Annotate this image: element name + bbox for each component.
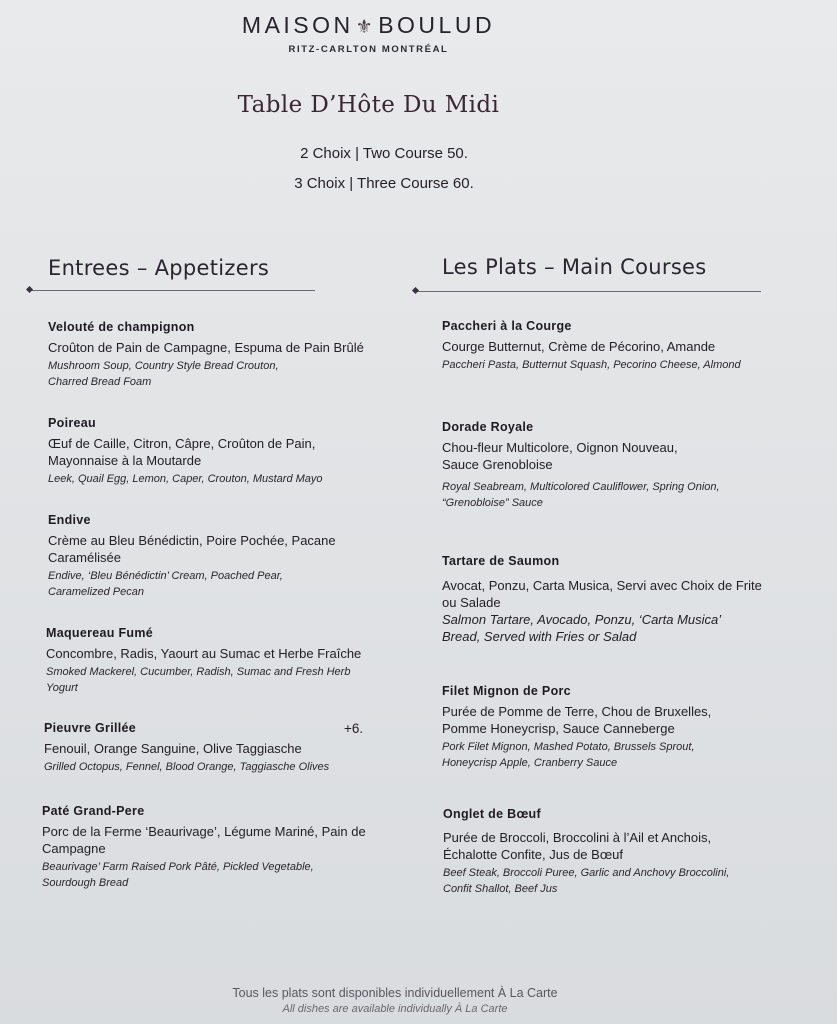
item-name: Poireau [48,416,96,430]
menu-item [48,416,388,487]
menu-item [442,684,782,771]
item-description-fr: Avocat, Ponzu, Carta Musica, Servi avec Choix de Frite ou Salade [442,578,762,610]
supplement-price: +6. [344,721,364,736]
item-description-fr: Chou-fleur Multicolore, Oignon Nouveau, Sauce Grenobloise [442,440,678,472]
menu-item [442,420,782,511]
item-description-en: Beef Steak, Broccoli Puree, Garlic and Anchovy Broccolini, Confit Shallot, Beef Jus [443,867,730,895]
brand-right: BOULUD [378,12,496,38]
item-description-fr: Courge Butternut, Crème de Pécorino, Amande [442,339,716,354]
brand-logo [0,12,737,39]
item-name: Filet Mignon de Porc [442,684,571,698]
item-description-fr: Crème au Bleu Bénédictin, Poire Pochée, Pacane Caramélisée [48,533,336,565]
menu-item [42,804,382,891]
menu-item [442,319,782,373]
page-title: Table D’Hôte Du Midi [237,92,500,118]
price-three-course: 3 Choix | Three Course 60. [294,175,474,192]
item-description-en: Beaurivage’ Farm Raised Pork Pâté, Pickled Vegetable, Sourdough Bread [42,861,314,889]
item-name: Pieuvre Grillée [44,721,137,735]
menu-item [44,721,384,775]
item-description-fr: Concombre, Radis, Yaourt au Sumac et Herbe Fraîche [46,646,362,661]
item-description-en: Endive, ‘Bleu Bénédictin’ Cream, Poached Pear, Caramelized Pecan [48,570,283,598]
item-description-fr: Purée de Broccoli, Broccolini à l’Ail et Anchois, Échalotte Confite, Jus de Bœuf [443,830,712,862]
item-name: Onglet de Bœuf [443,807,541,821]
footer-note-en: All dishes are available individually À La Carte [282,1003,508,1015]
menu-item [442,554,782,645]
menu-item [443,807,783,897]
price-two-course: 2 Choix | Two Course 50. [300,145,468,162]
item-description-fr: Œuf de Caille, Citron, Câpre, Croûton de Pain, Mayonnaise à la Moutarde [48,436,316,468]
item-name: Dorade Royale [442,420,534,434]
item-name: Paccheri à la Courge [442,319,572,333]
location-subtitle: RITZ-CARLTON MONTRÉAL [288,44,449,55]
footer-note-fr: Tous les plats sont disponibles individuellement À La Carte [232,986,558,1000]
item-description-en: Salmon Tartare, Avocado, Ponzu, ‘Carta Musica’ Bread, Served with Fries or Salad [442,612,721,644]
brand-left: MAISON [241,12,354,38]
mains-heading: Les Plats – Main Courses [442,255,707,279]
fleur-de-lis-icon: ⚜ [355,17,377,38]
item-description-en: Mushroom Soup, Country Style Bread Crouton, Charred Bread Foam [48,360,279,388]
item-description-en: Royal Seabream, Multicolored Cauliflower, Spring Onion, “Grenobloise” Sauce [442,481,720,509]
item-description-fr: Purée de Pomme de Terre, Chou de Bruxelles, Pomme Honeycrisp, Sauce Canneberge [442,704,712,736]
item-description-fr: Fenouil, Orange Sanguine, Olive Taggiasche [44,741,302,756]
item-description-en: Grilled Octopus, Fennel, Blood Orange, Taggiasche Olives [44,761,330,773]
menu-item [48,320,388,390]
item-description-en: Smoked Mackerel, Cucumber, Radish, Sumac and Fresh Herb Yogurt [46,666,351,694]
item-name: Tartare de Saumon [442,554,560,568]
appetizers-heading: Entrees – Appetizers [48,256,270,280]
item-description-en: Pork Filet Mignon, Mashed Potato, Brussels Sprout, Honeycrisp Apple, Cranberry Sauce [442,741,695,769]
item-description-en: Leek, Quail Egg, Lemon, Caper, Crouton, Mustard Mayo [48,473,323,485]
item-description-fr: Porc de la Ferme ‘Beaurivage’, Légume Mariné, Pain de Campagne [42,824,366,856]
menu-item [46,626,386,696]
item-description-en: Paccheri Pasta, Butternut Squash, Pecorino Cheese, Almond [442,359,741,371]
mains-divider [416,291,761,292]
item-name: Paté Grand-Pere [42,804,145,818]
item-name: Endive [48,513,91,527]
item-name: Velouté de champignon [48,320,195,334]
item-name: Maquereau Fumé [46,626,154,640]
item-description-fr: Croûton de Pain de Campagne, Espuma de Pain Brûlé [48,340,364,355]
menu-item [48,513,388,600]
appetizers-divider [30,290,315,291]
